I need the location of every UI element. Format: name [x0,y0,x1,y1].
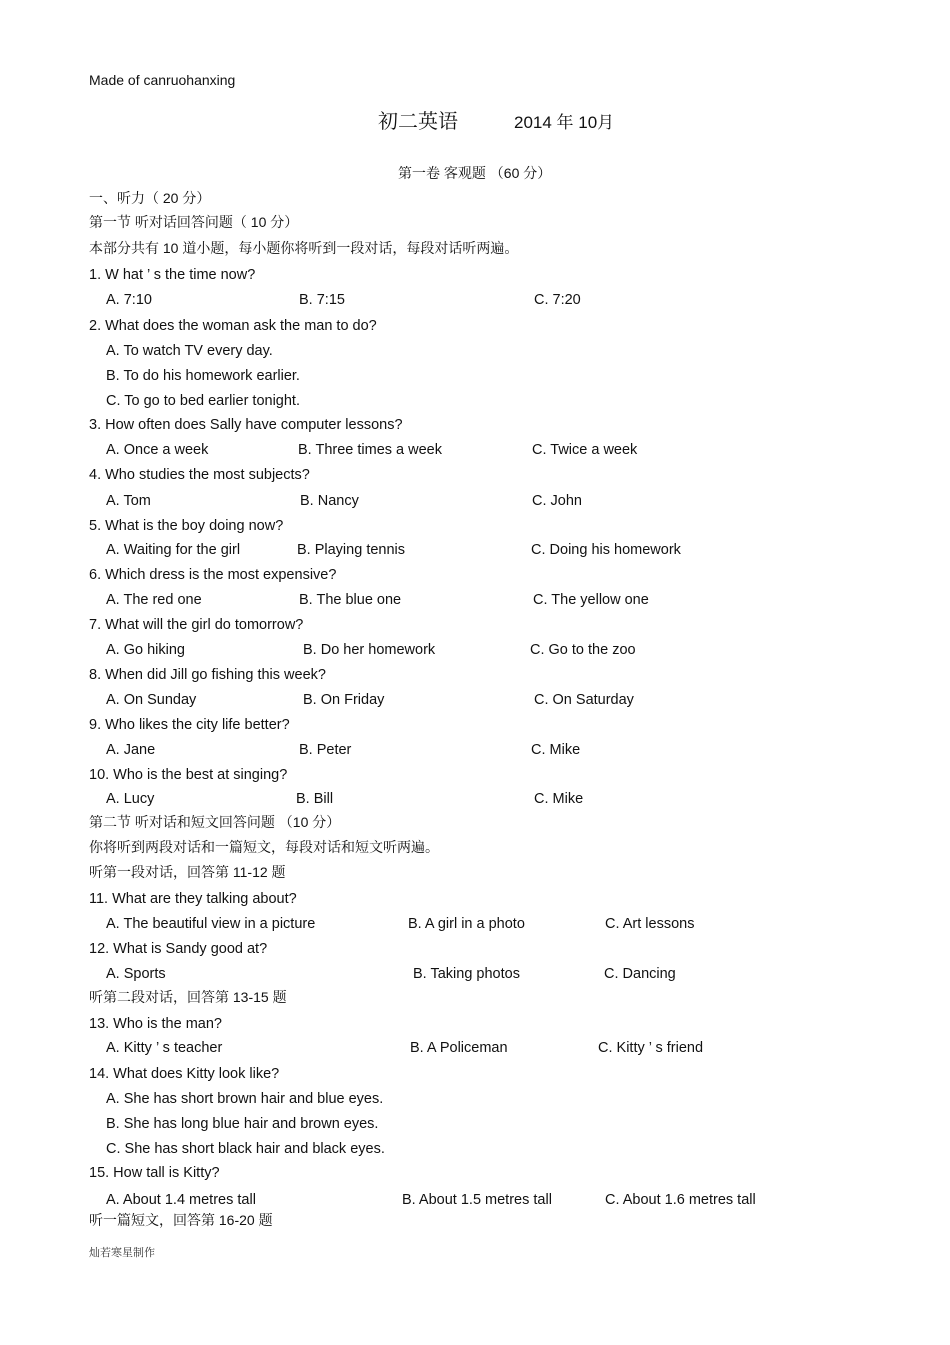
option-c: C. Mike [534,791,584,807]
option-a: A. Tom [106,493,151,509]
question-stem: 14. What does Kitty look like? [89,1066,280,1082]
part2-heading: 第二节 听对话和短文回答问题 （10 分） [89,814,341,830]
option-a: A. She has short brown hair and blue eyes. [106,1091,384,1107]
option-b: B. The blue one [299,592,402,608]
question-stem: 13. Who is the man? [89,1016,222,1032]
option-c: C. Dancing [604,966,676,982]
option-b: B. A girl in a photo [408,916,525,932]
option-b: B. Taking photos [413,966,520,982]
volume-title: 第一卷 客观题 （60 分） [398,165,552,181]
passage-instructions: 听一篇短文，回答第 16-20 题 [89,1212,273,1228]
made-by-header: Made of canruohanxing [89,72,236,88]
option-c: C. Art lessons [605,916,695,932]
option-b: B. Do her homework [303,642,436,658]
question-stem: 4. Who studies the most subjects? [89,467,310,483]
option-c: C. Doing his homework [531,542,681,558]
option-b: B. Peter [299,742,352,758]
option-b: B. Nancy [300,493,359,509]
question-stem: 1. W hat ’ s the time now? [89,267,256,283]
option-a: A. The beautiful view in a picture [106,916,316,932]
option-c: C. 7:20 [534,292,581,308]
question-stem: 6. Which dress is the most expensive? [89,567,337,583]
question-stem: 3. How often does Sally have computer lessons? [89,417,403,433]
part1-heading: 第一节 听对话回答问题（ 10 分） [89,214,299,230]
option-c: C. On Saturday [534,692,634,708]
question-stem: 5. What is the boy doing now? [89,518,284,534]
option-a: A. Lucy [106,791,155,807]
option-c: C. Twice a week [532,442,638,458]
question-stem: 9. Who likes the city life better? [89,717,290,733]
option-b: B. A Policeman [410,1040,508,1056]
option-a: A. 7:10 [106,292,152,308]
option-b: B. On Friday [303,692,385,708]
part2-instructions: 你将听到两段对话和一篇短文，每段对话和短文听两遍。 [89,839,439,855]
question-stem: 11. What are they talking about? [89,891,297,907]
option-a: A. Jane [106,742,156,758]
option-c: C. Go to the zoo [530,642,636,658]
option-c: C. John [532,493,582,509]
option-c: C. About 1.6 metres tall [605,1192,756,1208]
section-heading-listening: 一、听力（ 20 分） [89,190,211,206]
option-a: A. The red one [106,592,202,608]
option-b: B. To do his homework earlier. [106,368,300,384]
question-stem: 12. What is Sandy good at? [89,941,268,957]
question-stem: 10. Who is the best at singing? [89,767,288,783]
option-a: A. To watch TV every day. [106,343,273,359]
option-c: C. To go to bed earlier tonight. [106,393,300,409]
option-a: A. Kitty ’ s teacher [106,1040,223,1056]
option-a: A. Once a week [106,442,209,458]
option-a: A. Waiting for the girl [106,542,241,558]
option-b: B. Bill [296,791,334,807]
option-b: B. Three times a week [298,442,442,458]
option-c: C. Mike [531,742,581,758]
option-a: A. About 1.4 metres tall [106,1192,256,1208]
option-b: B. Playing tennis [297,542,406,558]
option-c: C. Kitty ’ s friend [598,1040,704,1056]
page-title: 初二英语 [378,111,458,133]
question-stem: 2. What does the woman ask the man to do? [89,318,377,334]
question-stem: 8. When did Jill go fishing this week? [89,667,326,683]
exam-date: 2014 年 10月 [514,113,615,132]
option-a: A. Go hiking [106,642,185,658]
question-stem: 15. How tall is Kitty? [89,1165,220,1181]
option-c: C. The yellow one [533,592,649,608]
dialog2-instructions: 听第二段对话，回答第 13-15 题 [89,989,287,1005]
option-c: C. She has short black hair and black eyes. [106,1141,385,1157]
dialog1-instructions: 听第一段对话，回答第 11-12 题 [89,864,286,880]
question-stem: 7. What will the girl do tomorrow? [89,617,304,633]
footer-credit: 灿若寒星制作 [89,1247,155,1259]
option-b: B. About 1.5 metres tall [402,1192,552,1208]
option-b: B. 7:15 [299,292,345,308]
option-a: A. Sports [106,966,166,982]
option-b: B. She has long blue hair and brown eyes. [106,1116,379,1132]
option-a: A. On Sunday [106,692,197,708]
part1-instructions: 本部分共有 10 道小题，每小题你将听到一段对话，每段对话听两遍。 [89,240,519,256]
